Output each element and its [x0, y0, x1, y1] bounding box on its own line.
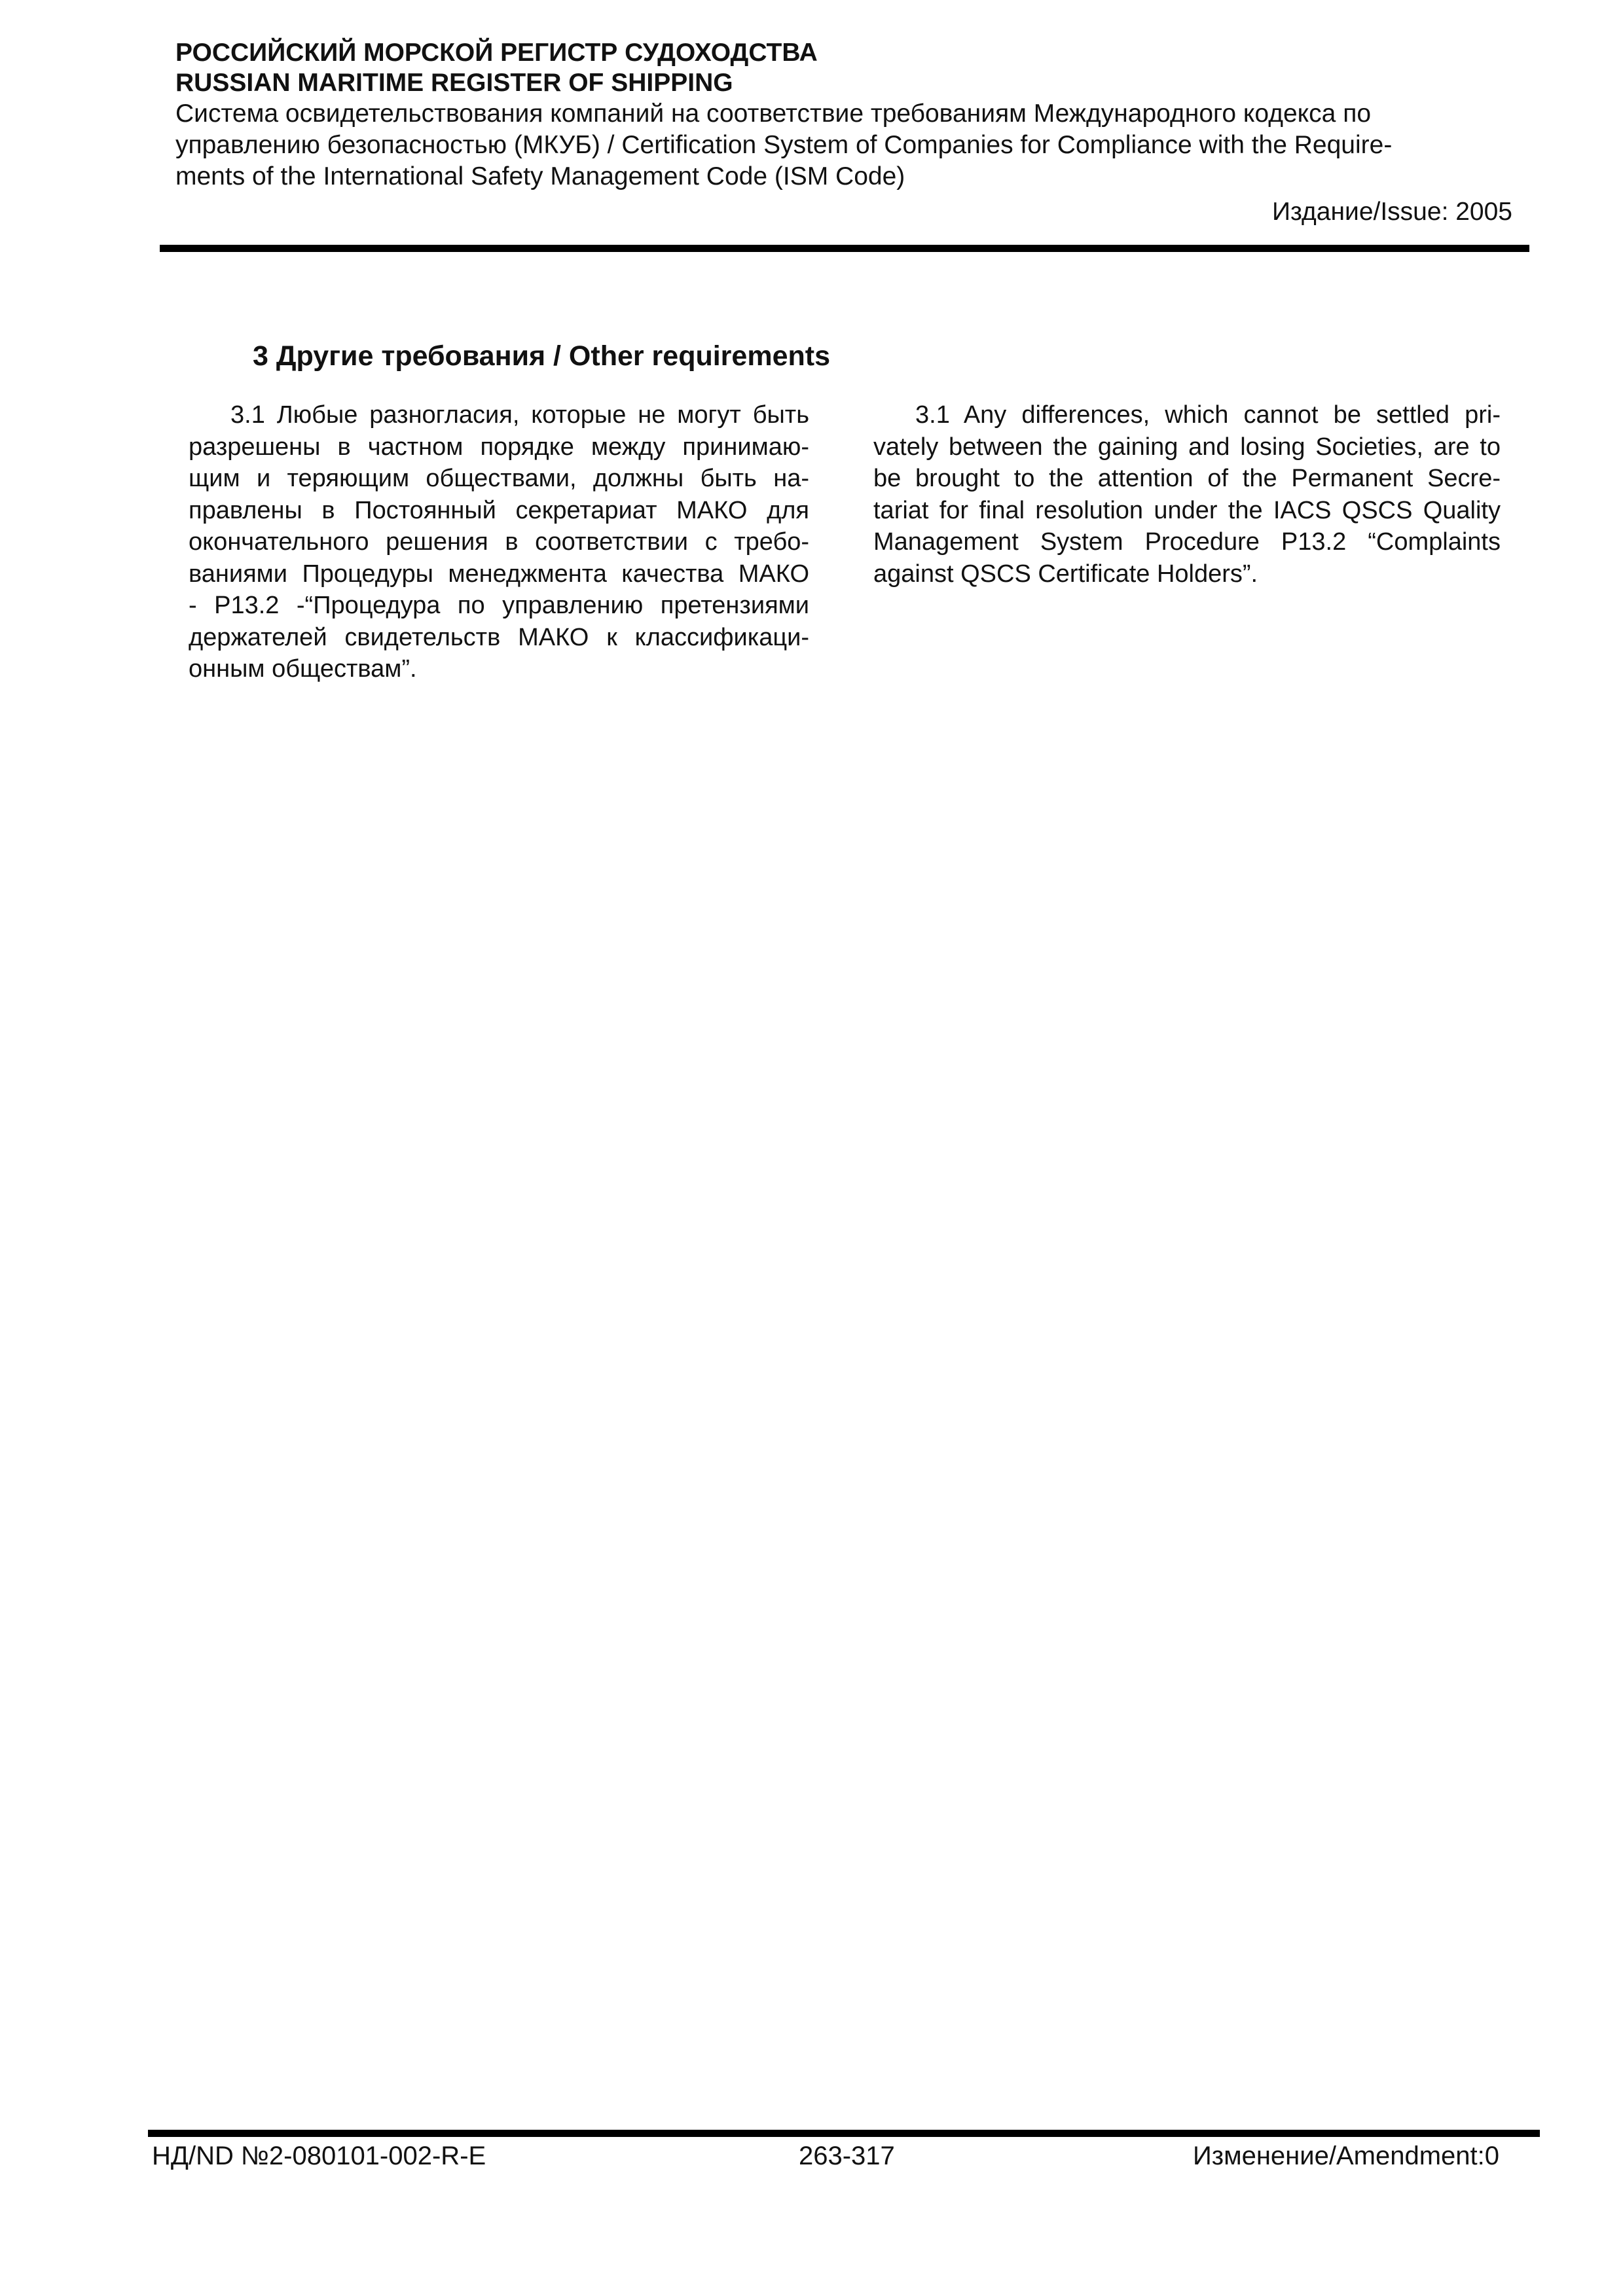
paragraph-en [873, 399, 1501, 590]
paragraph-line: 3.1 Any differences, which cannot be settled pri- [915, 401, 1501, 429]
organization-name-en: RUSSIAN MARITIME REGISTER OF SHIPPING [175, 69, 733, 97]
paragraph-line: Management System Procedure P13.2 “Complaints [873, 528, 1501, 556]
paragraph-line: правлены в Постоянный секретариат МАКО для [189, 496, 809, 524]
amendment-label: Изменение/Amendment:0 [1193, 2142, 1499, 2170]
paragraph-line: разрешены в частном порядке между принимаю- [189, 433, 809, 461]
section-title: 3 Другие требования / Other requirements [253, 340, 830, 372]
issue-label: Издание/Issue: 2005 [1272, 198, 1512, 226]
paragraph-line: щим и теряющим обществами, должны быть на- [189, 465, 809, 492]
header-divider [160, 245, 1529, 252]
footer-divider [148, 2130, 1540, 2137]
paragraph-line: онным обществам”. [189, 655, 417, 683]
document-header [175, 38, 1511, 192]
paragraph-line: be brought to the attention of the Permanent Secre- [873, 465, 1501, 492]
paragraph-line: окончательного решения в соответствии с требо- [189, 528, 809, 556]
paragraph-line: ваниями Процедуры менеджмента качества МАКО [189, 560, 809, 588]
paragraph-line: - Р13.2 -“Процедура по управлению претензиями [189, 592, 809, 619]
paragraph-line: 3.1 Любые разногласия, которые не могут быть [230, 401, 809, 429]
document-number: НД/ND №2-080101-002-R-E [152, 2142, 486, 2170]
paragraph-line: tariat for final resolution under the IACS QSCS Quality [873, 496, 1501, 524]
paragraph-line: vately between the gaining and losing Societies, are to [873, 433, 1501, 461]
certification-system-title-line: управлению безопасностью (МКУБ) / Certification System of Companies for Compliance with the Require- [175, 131, 1393, 159]
certification-system-title-line: ments of the International Safety Management Code (ISM Code) [175, 162, 905, 190]
paragraph-line: держателей свидетельств МАКО к классификаци- [189, 623, 809, 651]
paragraph-line: against QSCS Certificate Holders”. [873, 560, 1258, 588]
organization-name-ru: РОССИЙСКИЙ МОРСКОЙ РЕГИСТР СУДОХОДСТВА [175, 39, 818, 67]
certification-system-title-line: Система освидетельствования компаний на соответствие требованиям Международного кодекса по [175, 99, 1372, 128]
paragraph-ru [189, 399, 809, 685]
page-number: 263-317 [799, 2142, 895, 2170]
